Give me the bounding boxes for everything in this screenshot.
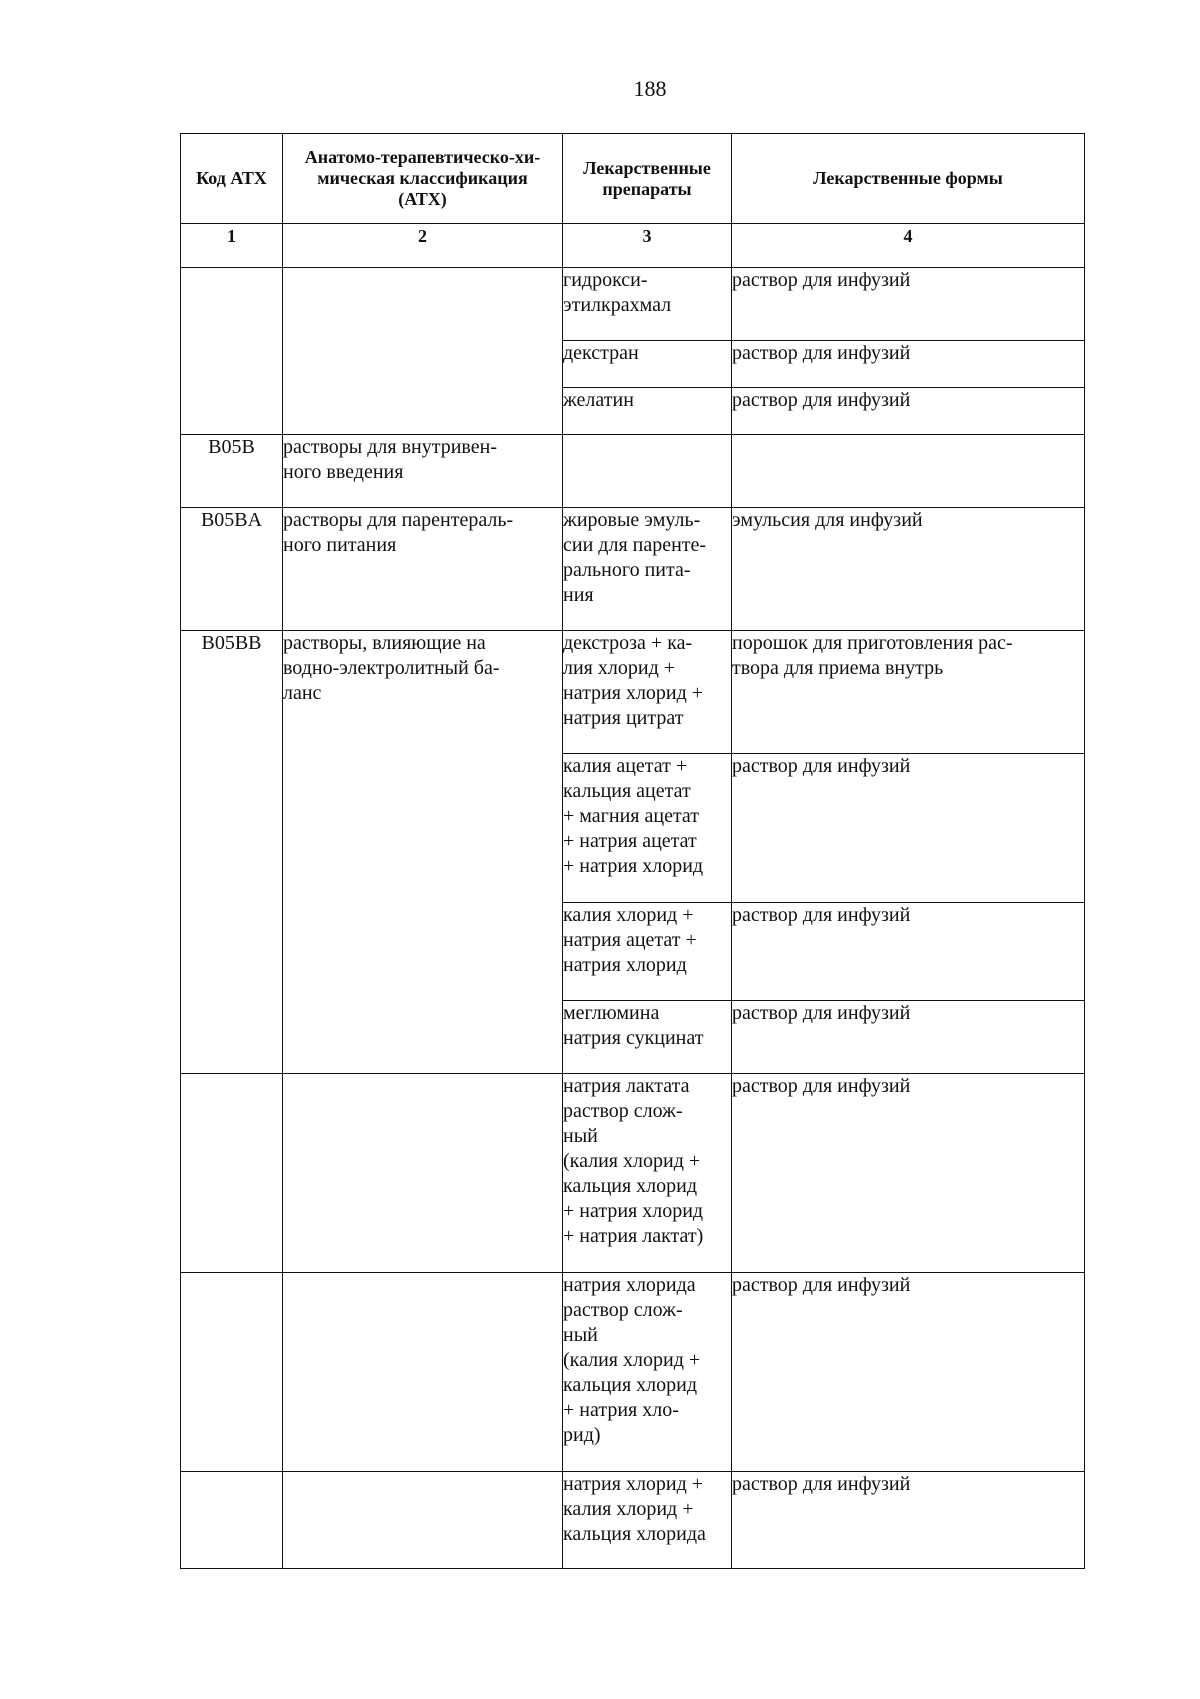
- page-number: 188: [633, 76, 667, 101]
- column-number: 3: [563, 224, 732, 268]
- drug-cell: гидрокси- этилкрахмал: [563, 268, 732, 341]
- table-row: [181, 631, 1085, 754]
- code-cell: B05BA: [181, 508, 283, 631]
- column-number: 2: [283, 224, 563, 268]
- header-drugs: Лекарственные препараты: [563, 134, 732, 224]
- table-row: [181, 1074, 1085, 1273]
- code-cell: B05B: [181, 435, 283, 508]
- drug-cell: жировые эмуль- сии для паренте- рального пита- ния: [563, 508, 732, 631]
- drug-cell: натрия лактата раствор слож- ный (калия хлорид + кальция хлорид + натрия хлорид + натрия лактат): [563, 1074, 732, 1273]
- form-cell: эмульсия для инфузий: [732, 508, 1085, 631]
- code-cell: [181, 1074, 283, 1273]
- header-code: Код АТХ: [181, 134, 283, 224]
- table-row: [181, 268, 1085, 341]
- form-cell: раствор для инфузий: [732, 1273, 1085, 1472]
- table-row: [181, 1273, 1085, 1472]
- header-row: [181, 134, 1085, 224]
- classification-cell: растворы для парентераль- ного питания: [283, 508, 563, 631]
- drug-cell: желатин: [563, 388, 732, 435]
- form-cell: раствор для инфузий: [732, 1074, 1085, 1273]
- header-forms: Лекарственные формы: [732, 134, 1085, 224]
- classification-cell: растворы для внутривен- ного введения: [283, 435, 563, 508]
- code-cell: [181, 1273, 283, 1472]
- classification-cell: [283, 268, 563, 435]
- form-cell: раствор для инфузий: [732, 268, 1085, 341]
- form-cell: раствор для инфузий: [732, 1472, 1085, 1569]
- classification-cell: [283, 1273, 563, 1472]
- table-row: [181, 435, 1085, 508]
- table-row: [181, 1472, 1085, 1569]
- header-classification: Анатомо-терапевтическо-хи- мическая классификация (АТХ): [283, 134, 563, 224]
- form-cell: [732, 435, 1085, 508]
- drug-cell: калия ацетат + кальция ацетат + магния ацетат + натрия ацетат + натрия хлорид: [563, 754, 732, 903]
- drug-cell: натрия хлорида раствор слож- ный (калия хлорид + кальция хлорид + натрия хло- рид): [563, 1273, 732, 1472]
- column-number: 1: [181, 224, 283, 268]
- form-cell: раствор для инфузий: [732, 903, 1085, 1001]
- code-cell: B05BB: [181, 631, 283, 1074]
- column-number-row: [181, 224, 1085, 268]
- form-cell: раствор для инфузий: [732, 1001, 1085, 1074]
- classification-cell: растворы, влияющие на водно-электролитный ба- ланс: [283, 631, 563, 1074]
- form-cell: раствор для инфузий: [732, 341, 1085, 388]
- drug-cell: меглюмина натрия сукцинат: [563, 1001, 732, 1074]
- drug-cell: [563, 435, 732, 508]
- drug-cell: калия хлорид + натрия ацетат + натрия хлорид: [563, 903, 732, 1001]
- drug-cell: натрия хлорид + калия хлорид + кальция хлорида: [563, 1472, 732, 1569]
- classification-cell: [283, 1472, 563, 1569]
- form-cell: раствор для инфузий: [732, 754, 1085, 903]
- code-cell: [181, 1472, 283, 1569]
- atx-table: [180, 133, 1085, 1569]
- drug-cell: декстран: [563, 341, 732, 388]
- code-cell: [181, 268, 283, 435]
- classification-cell: [283, 1074, 563, 1273]
- form-cell: раствор для инфузий: [732, 388, 1085, 435]
- drug-cell: декстроза + ка- лия хлорид + натрия хлорид + натрия цитрат: [563, 631, 732, 754]
- column-number: 4: [732, 224, 1085, 268]
- form-cell: порошок для приготовления рас- твора для приема внутрь: [732, 631, 1085, 754]
- table-row: [181, 508, 1085, 631]
